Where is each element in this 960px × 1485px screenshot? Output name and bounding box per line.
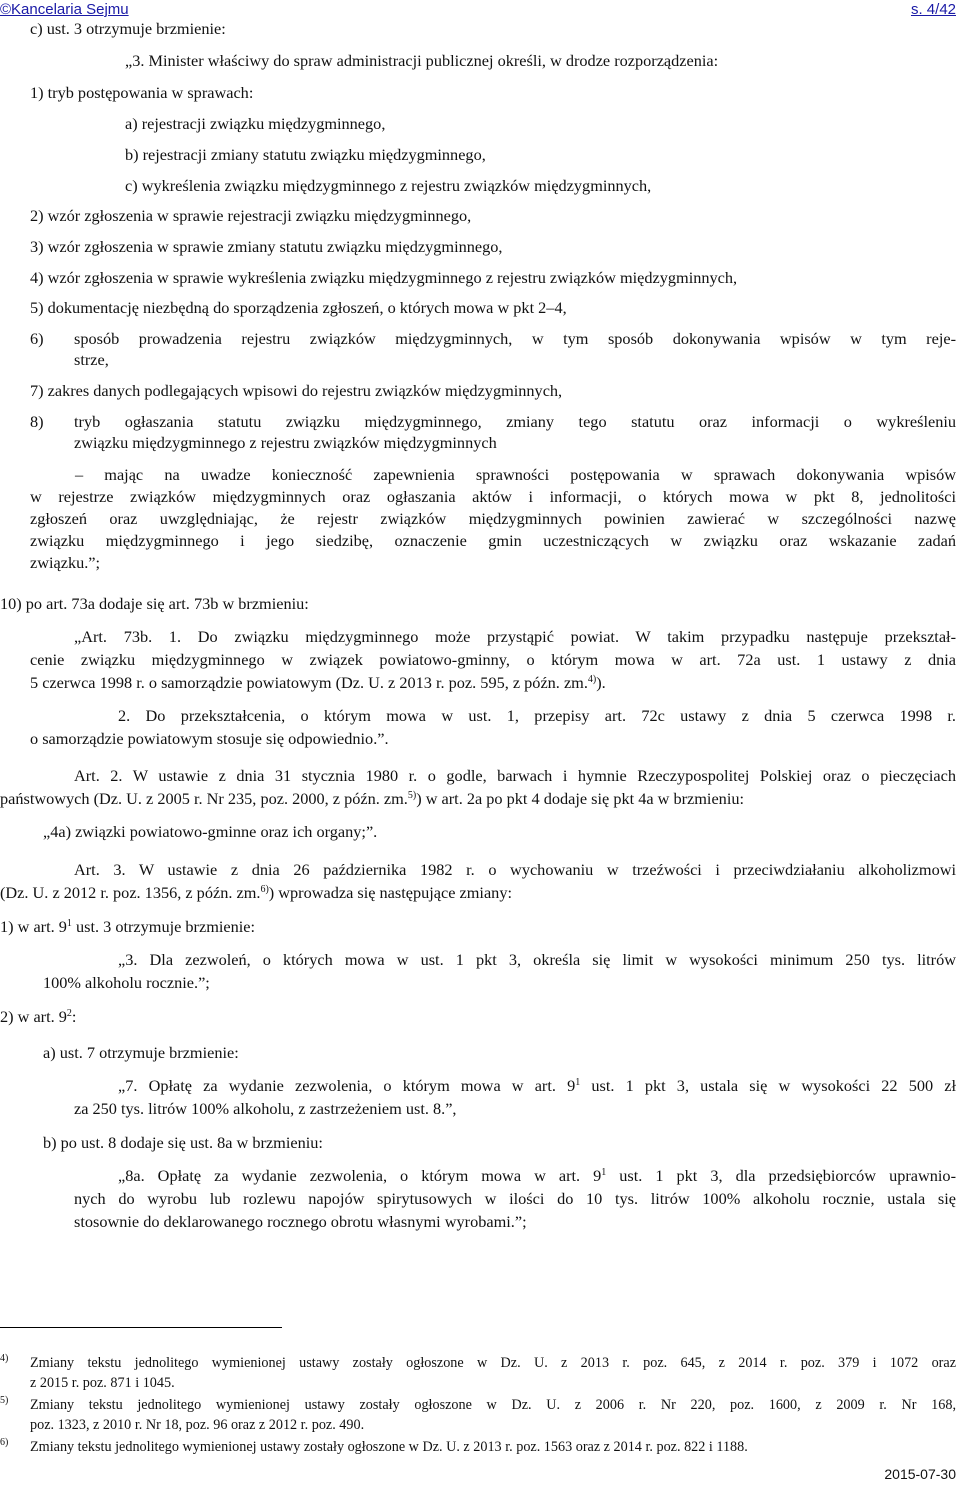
item-3: 3) wzór zgłoszenia w sprawie zmiany statutu związku międzygminnego, bbox=[30, 237, 503, 256]
footnote-6-mark: 6) bbox=[0, 1437, 9, 1448]
item-6-line1: sposób prowadzenia rejestru związków międzygminnych, w tym sposób dokonywania wpisów w tym reje- bbox=[74, 329, 956, 348]
change-2a: a) ust. 7 otrzymuje brzmienie: bbox=[43, 1043, 239, 1062]
para-3-limit-line2: 100% alkoholu rocznie.”; bbox=[43, 973, 210, 992]
footnote-5-line2: poz. 1323, z 2010 r. Nr 18, poz. 96 oraz z 2012 r. poz. 490. bbox=[30, 1417, 365, 1433]
art73b-ust2-line2: o samorządzie powiatowym stosuje się odpowiednio.”. bbox=[30, 729, 389, 748]
art3-change-1: 1) w art. $9^1$ ust. 3 otrzymuje brzmienie: bbox=[0, 917, 256, 936]
footnote-4-line1: Zmiany tekstu jednolitego wymienionej ustawy zostały ogłoszone w Dz. U. z 2013 r. poz. 645, z 2014 r. poz. 379 i 1072 oraz bbox=[30, 1355, 956, 1371]
header-page-number[interactable]: s. 4/42 bbox=[910, 1, 956, 18]
art3-line1: Art. 3. W ustawie z dnia 26 października 1982 r. o wychowaniu w trzeźwości i przeciwdziałaniu alkoholizmowi bbox=[74, 860, 956, 879]
para-3-minister: „3. Minister właściwy do spraw administracji publicznej określi, w drodze rozporządzenia: bbox=[125, 51, 719, 70]
ust8a-line1: „8a. Opłatę za wydanie zezwolenia, o którym mowa w art. $9^1$ ust. 1 pkt 3, dla przedsiębiorców uprawnio- bbox=[118, 1166, 956, 1185]
item-1: 1) tryb postępowania w sprawach: bbox=[30, 83, 254, 102]
closing-para-line1: – mając na uwadze konieczność zapewnienia sprawności postępowania w sprawach dokonywania wpisów bbox=[75, 465, 956, 484]
art2-line1: Art. 2. W ustawie z dnia 31 stycznia 1980 r. o godle, barwach i hymnie Rzeczypospolitej Polskiej oraz o pieczęciach bbox=[74, 766, 956, 785]
closing-para-line3: zgłoszeń oraz uwzględniając, że rejestr związków międzygminnych powinien zawierać w szczególności nazwę bbox=[30, 509, 956, 528]
art73b-ust2-line1: 2. Do przekształcenia, o którym mowa w ust. 1, przepisy art. 72c ustawy z dnia 5 czerwca 1998 r. bbox=[118, 706, 956, 725]
item-1a: a) rejestracji związku międzygminnego, bbox=[125, 114, 386, 133]
footnote-ref-5[interactable]: 5) bbox=[407, 790, 417, 801]
art73b-line3: 5 czerwca 1998 r. o samorządzie powiatowym (Dz. U. z 2013 r. poz. 595, z późn. zm.$^{4)}$). bbox=[30, 673, 606, 692]
art3-line2: (Dz. U. z 2012 r. poz. 1356, z późn. zm.$^{6)}$) wprowadza się następujące zmiany: bbox=[0, 883, 512, 902]
item-6-line2: strze, bbox=[74, 350, 109, 369]
item-4: 4) wzór zgłoszenia w sprawie wykreślenia związku międzygminnego z rejestru związków międzygminnych, bbox=[30, 268, 738, 287]
footnote-6-line1: Zmiany tekstu jednolitego wymienionej ustawy zostały ogłoszone w Dz. U. z 2013 r. poz. 1563 oraz z 2014 r. poz. 822 i 1188. bbox=[30, 1439, 748, 1455]
item-10: 10) po art. 73a dodaje się art. 73b w brzmieniu: bbox=[0, 594, 309, 613]
item-5: 5) dokumentację niezbędną do sporządzenia zgłoszeń, o których mowa w pkt 2–4, bbox=[30, 298, 567, 317]
ust8a-line3: stosownie do deklarowanego rocznego obrotu własnymi wyrobami.”; bbox=[74, 1212, 527, 1231]
amend-c-ust3: c) ust. 3 otrzymuje brzmienie: bbox=[30, 19, 226, 38]
footnote-ref-6[interactable]: 6) bbox=[260, 884, 269, 895]
footnote-4-line2: z 2015 r. poz. 871 i 1045. bbox=[30, 1375, 175, 1391]
point-4a: „4a) związki powiatowo-gminne oraz ich organy;”. bbox=[43, 822, 378, 841]
footnote-separator bbox=[0, 1327, 282, 1328]
item-8-line2: związku międzygminnego z rejestru związków międzygminnych bbox=[74, 433, 497, 452]
art2-line2: państwowych (Dz. U. z 2005 r. Nr 235, poz. 2000, z późn. zm.$^{5)}$) w art. 2a po pkt 4 dodaje się pkt 4a w brzmieniu: bbox=[0, 789, 745, 808]
item-1c: c) wykreślenia związku międzygminnego z rejestru związków międzygminnych, bbox=[125, 176, 652, 195]
item-2: 2) wzór zgłoszenia w sprawie rejestracji związku międzygminnego, bbox=[30, 206, 472, 225]
art73b-line1: „Art. 73b. 1. Do związku międzygminnego może przystąpić powiat. W takim przypadku następuje przekształ- bbox=[74, 627, 956, 646]
art73b-line2: cenie związku międzygminnego w związek powiatowo-gminny, o którym mowa w art. 72a ust. 1 ustawy z dnia bbox=[30, 650, 956, 669]
footnote-5-line1: Zmiany tekstu jednolitego wymienionej ustawy zostały ogłoszone w Dz. U. z 2006 r. Nr 220, poz. 1600, z 2009 r. Nr 168, bbox=[30, 1397, 956, 1413]
ust8a-line2: nych do wyrobu lub rozlewu napojów spirytusowych w ilości do 10 tys. litrów 100% alkoholu rocznie, ustala się bbox=[74, 1189, 956, 1208]
closing-para-line2: w rejestrze związków międzygminnych oraz ogłaszania aktów i informacji, o których mowa w pkt 8, jednolitości bbox=[30, 487, 956, 506]
closing-para-line5: związku.”; bbox=[30, 553, 101, 572]
ust7-line2: za 250 tys. litrów 100% alkoholu, z zastrzeżeniem ust. 8.”, bbox=[74, 1099, 457, 1118]
item-7: 7) zakres danych podlegających wpisowi do rejestru związków międzygminnych, bbox=[30, 381, 563, 400]
header-source[interactable]: ©Kancelaria Sejmu bbox=[0, 1, 129, 18]
ust7-line1: „7. Opłatę za wydanie zezwolenia, o którym mowa w art. $9^1$ ust. 1 pkt 3, ustala się w wysokości 22 500 zł bbox=[118, 1076, 957, 1095]
footnote-ref-4[interactable]: 4) bbox=[587, 674, 597, 685]
closing-para-line4: związku międzygminnego i jego siedzibę, oznaczenie gmin uczestniczących w związku oraz wskazanie zadań bbox=[30, 531, 956, 550]
para-3-limit-line1: „3. Dla zezwoleń, o których mowa w ust. 1 pkt 3, określa się limit w wysokości minimum 250 tys. litrów bbox=[118, 950, 956, 969]
document-date: 2015-07-30 bbox=[884, 1466, 956, 1482]
item-6-number: 6) bbox=[30, 329, 44, 348]
change-2b: b) po ust. 8 dodaje się ust. 8a w brzmieniu: bbox=[43, 1133, 323, 1152]
item-8-line1: tryb ogłaszania statutu związku międzygminnego, zmiany tego statutu oraz informacji o wykreśleniu bbox=[74, 412, 956, 431]
item-1b: b) rejestracji zmiany statutu związku międzygminnego, bbox=[125, 145, 486, 164]
footnote-4-mark: 4) bbox=[0, 1353, 9, 1364]
item-8-number: 8) bbox=[30, 412, 44, 431]
art3-change-2: 2) w art. $9^2$: bbox=[0, 1007, 77, 1026]
footnote-5-mark: 5) bbox=[0, 1395, 9, 1406]
